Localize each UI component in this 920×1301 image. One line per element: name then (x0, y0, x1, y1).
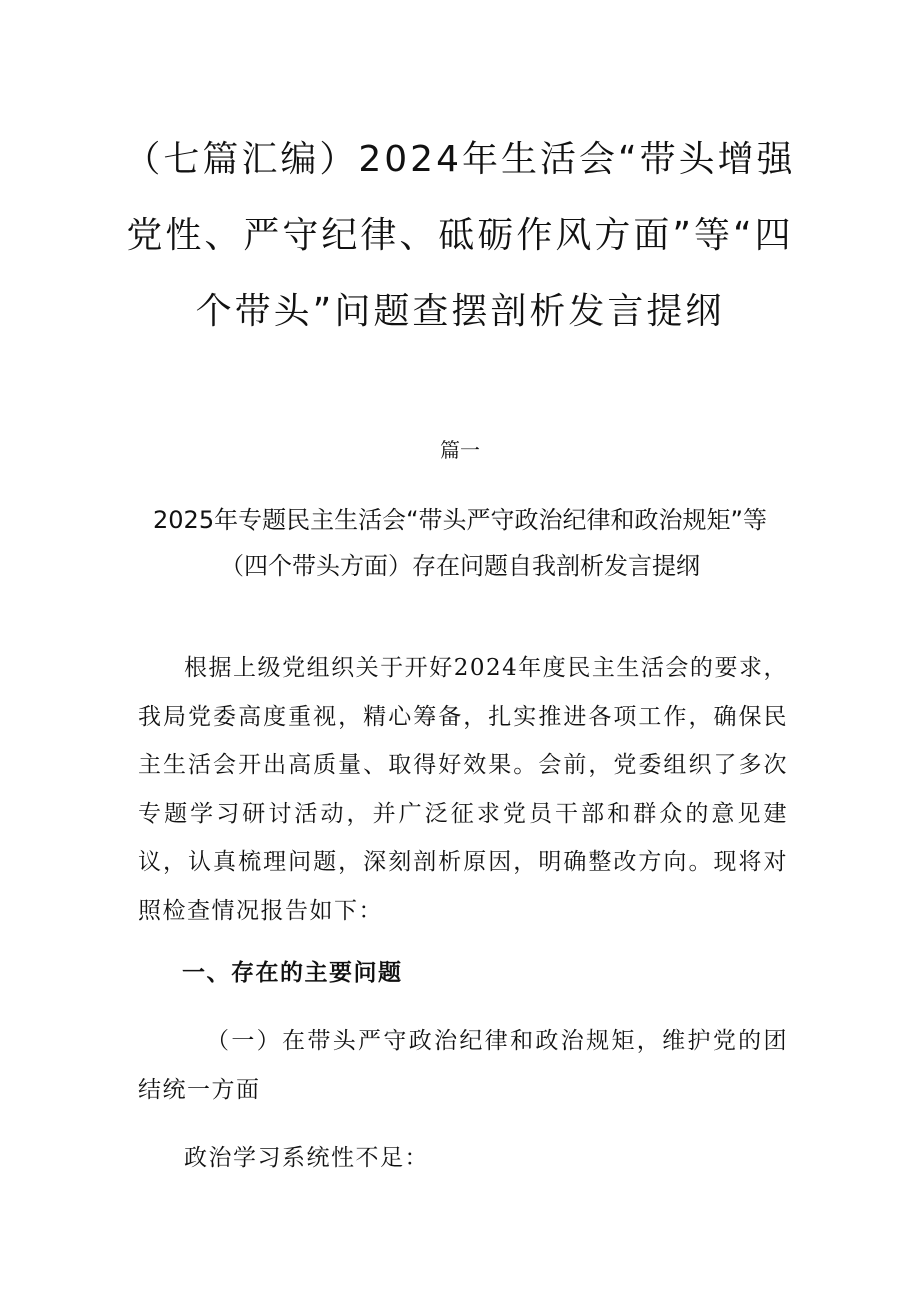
main-title: （七篇汇编）2024年生活会“带头增强党性、严守纪律、砥砺作风方面”等“四个带头”问题查摆剖析发言提纲 (124, 139, 796, 332)
paragraph-political-study: 政治学习系统性不足： (184, 1145, 429, 1171)
section-label: 篇一 (440, 438, 480, 462)
intro-paragraph: 根据上级党组织关于开好2024年度民主生活会的要求，我局党委高度重视，精心筹备，扎实推进各项工作，确保民主生活会开出高质量、取得好效果。会前，党委组织了多次专题学习研讨活动，并广泛征求党员干部和群众的意见建议，认真梳理问题，深刻剖析原因，明确整改方向。现将对照检查情况报告如下： (138, 655, 788, 924)
heading-main-problems: 一、存在的主要问题 (182, 960, 403, 986)
heading-political-discipline: （一）在带头严守政治纪律和政治规矩，维护党的团结统一方面 (138, 1028, 788, 1103)
sub-title: 2025年专题民主生活会“带头严守政治纪律和政治规矩”等（四个带头方面）存在问题自我剖析发言提纲 (153, 506, 767, 580)
